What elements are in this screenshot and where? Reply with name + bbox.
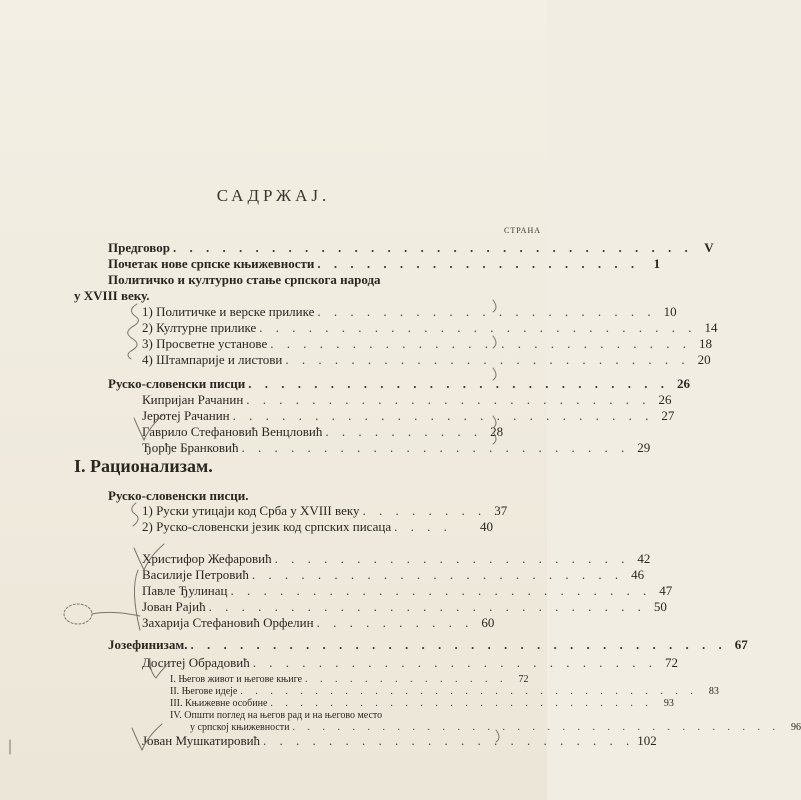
toc-entry-label: Јован Рајић [142,599,206,614]
toc-entry-page: 20 [697,352,711,367]
toc-entry-label: III. Књижевне особине [170,698,268,709]
leader-dots: . . . . . . . . . . . . . . [305,674,508,685]
toc-entry-page: 72 [518,674,529,685]
leader-dots: . . . . . . . . . . . . . . . . . . . . . . . . . . [232,408,654,423]
toc-writer-entry[interactable] [142,599,667,614]
leader-dots: . . . . . . . . . . . . . . . . . . . . . . . . . . [248,376,669,391]
toc-entry-page: 47 [659,583,673,598]
leader-dots: . . . . . . . . . . . . . . . . . . . . . . . . . [285,352,690,367]
leader-dots: . . . . . . . . . . . . . . . . . . . . . . . . . . [270,698,653,709]
leader-dots: . . . . . . . . . . . . . . . . . . . . . . . . . . . . . . . . . [292,722,780,733]
leader-dots: . . . . . . . . . . . . . . . . . . . . . . . [251,567,624,582]
toc-entry-page: 83 [708,686,719,697]
toc-small-entry[interactable] [170,698,674,710]
toc-entry-pocetak[interactable] [108,256,661,271]
toc-entry-page: 50 [653,599,667,614]
toc-entry-label: Ђорђе Бранковић [142,440,239,455]
toc-subentry[interactable] [142,336,712,351]
toc-writer-entry[interactable] [142,655,678,670]
leader-dots: . . . . . . . . . . . . . . . . . . . . . . . . . . . . . . . . [172,240,693,255]
leader-dots: . . . . . . . . . . . . . . . . . . . . [317,256,640,271]
leader-dots: . . . . . . . . . . . . . . . . . . . . . . . . . . . . . . . [240,686,698,697]
toc-entry-page: 60 [481,615,495,630]
toc-writer-entry[interactable] [142,424,504,439]
toc-entry-page: 18 [698,336,712,351]
leader-dots: . . . . . . . . . . [325,424,483,439]
toc-entry-page: 93 [663,698,674,709]
toc-entry-page: 27 [661,408,675,423]
toc-entry-politicko-line1: Политичко и културно стање српскога народа [108,272,381,287]
toc-entry-rusko-slovenski[interactable] [108,376,690,391]
toc-writer-entry[interactable] [142,408,675,423]
toc-entry-label: Кипријан Рачанин [142,392,244,407]
leader-dots: . . . . . . . . . . . . . . . . . . . . . . . . [241,440,630,455]
leader-dots: . . . . . . . . . . . . . . . . . . . . . . . . . . [270,336,691,351]
toc-entry-label: Јован Мушкатировић [142,733,261,748]
toc-writer-entry[interactable] [142,567,645,582]
leader-dots: . . . . . . . . . . . . . . . . . . . . . [317,304,656,319]
toc-entry-page: 26 [658,392,672,407]
toc-entry-page: 67 [734,637,748,652]
toc-entry-page: 1 [653,256,661,271]
toc-subentry[interactable] [142,304,677,319]
toc-entry-page: 28 [490,424,504,439]
toc-entry-label: Павле Ђулинац [142,583,228,598]
leader-dots: . . . . [394,519,452,534]
toc-entry-page: V [704,240,714,255]
toc-small-entry[interactable] [170,686,719,698]
toc-entry-page: 26 [676,376,690,391]
leader-dots: . . . . . . . . . . . . . . . . . . . . . . . . . . . [259,320,697,335]
toc-entry-page: 42 [637,551,651,566]
toc-writer-entry[interactable] [142,733,657,748]
toc-entry-page: 37 [494,503,508,518]
toc-entry-label: Руско-словенски писци [108,376,246,391]
toc-entry-label: Василије Петровић [142,567,249,582]
toc-writer-entry[interactable] [142,615,493,630]
pencil-line-mark [92,612,140,616]
leader-dots: . . . . . . . . . . . . . . . . . . . . . . . [263,733,635,748]
toc-entry-label: 2) Руско-словенски језик код српских писаца [142,519,392,534]
toc-entry-label: 1) Политичке и верске прилике [142,304,315,319]
leader-dots: . . . . . . . . . . [316,615,474,630]
toc-entry-label: Гаврило Стефановић Венцловић [142,424,323,439]
toc-entry-label: Почетак нове српске књижевности [108,256,315,271]
toc-subentry[interactable] [142,352,711,367]
part-heading: I. Рационализам. [74,456,213,476]
leader-dots: . . . . . . . . . . . . . . . . . . . . . . . . . [246,392,651,407]
toc-writer-entry[interactable] [142,551,651,566]
page-column-label: СТРАНА [504,226,541,235]
toc-entry-politicko-line2: у XVIII веку. [74,288,150,303]
toc-entry-label: 4) Штампарије и листови [142,352,283,367]
toc-small-entry-iv-line1: IV. Општи поглед на његов рад и на његово место [170,710,383,721]
leader-dots: . . . . . . . . . . . . . . . . . . . . . . . . . . . [208,599,646,614]
toc-entry-page: 46 [631,567,645,582]
toc-entry-label: Предговор [108,240,170,255]
leader-dots: . . . . . . . . . . . . . . . . . . . . . . . . . . . . . . . . . [190,637,727,652]
toc-entry-rusko-slovenski-2[interactable]: Руско-словенски писци. [108,488,249,503]
toc-subentry[interactable] [142,503,508,518]
pencil-line-mark [134,570,140,630]
toc-entry-page: 40 [480,519,493,534]
toc-entry-label: Захарија Стефановић Орфелин [142,615,314,630]
toc-entry-label: Јеротеј Рачанин [142,408,230,423]
toc-entry-page: 102 [637,733,657,748]
toc-entry-label: Христифор Жефаровић [142,551,272,566]
toc-entry-predgovor[interactable] [108,240,714,255]
toc-entry-label: 1) Руски утицаји код Срба у XVIII веку [142,503,360,518]
toc-entry-page: 10 [663,304,677,319]
pencil-bracket-mark [128,304,139,359]
leader-dots: . . . . . . . . . . . . . . . . . . . . . . . . . . [230,583,652,598]
toc-entry-label: I. Његов живот и његове књиге [170,674,303,685]
leader-dots: . . . . . . . . [362,503,487,518]
pencil-bracket-mark [132,503,138,526]
toc-entry-page: 14 [704,320,718,335]
page-title: САДРЖАЈ. [216,186,331,205]
toc-entry-label: у српској књижевности [190,722,290,733]
pencil-scribble-mark [64,604,92,624]
toc-subentry[interactable] [142,320,718,335]
toc-entry-label: Доситеј Обрадовић [142,655,250,670]
toc-entry-label: II. Његове идеје [170,686,238,697]
toc-writer-entry[interactable] [142,392,672,407]
leader-dots: . . . . . . . . . . . . . . . . . . . . . . . . . [252,655,657,670]
toc-entry-label: 3) Просветне установе [142,336,268,351]
toc-subentry[interactable] [142,519,493,534]
toc-entry-jozefinizam[interactable] [108,637,748,652]
toc-small-entry[interactable] [170,674,529,686]
toc-entry-label: 2) Културне прилике [142,320,257,335]
toc-writer-entry[interactable] [142,583,673,598]
toc-writer-entry[interactable] [142,440,651,455]
toc-entry-page: 29 [637,440,651,455]
toc-entry-page: 96 [791,722,801,733]
leader-dots: . . . . . . . . . . . . . . . . . . . . . . [274,551,630,566]
toc-entry-page: 72 [664,655,678,670]
toc-entry-label: Јозефинизам. [108,637,188,652]
